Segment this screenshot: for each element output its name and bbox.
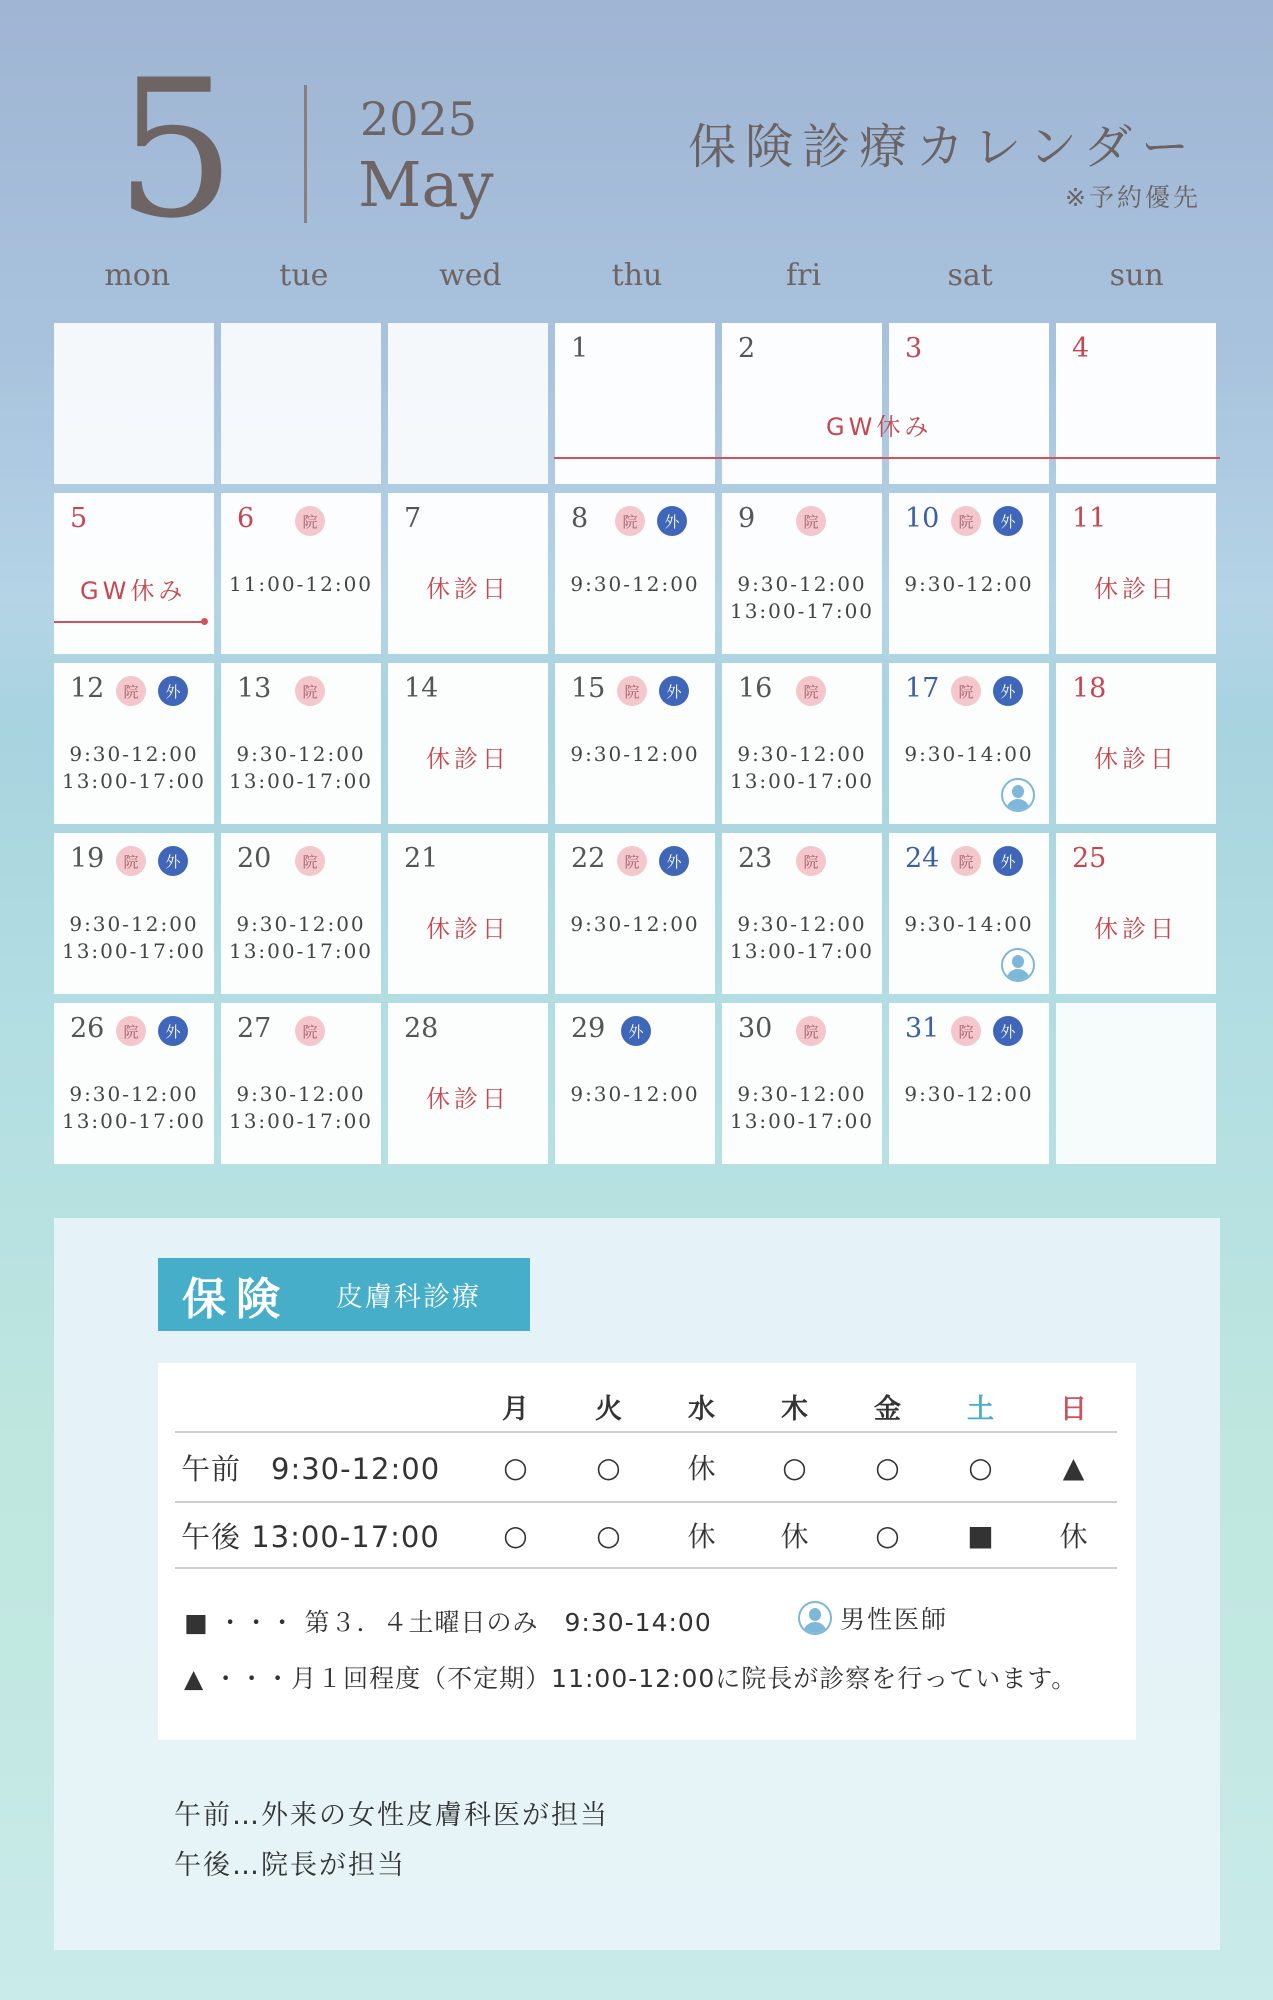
- table-cell: ○: [596, 1518, 621, 1552]
- day-number: 5: [70, 503, 88, 534]
- director-badge: 院: [295, 676, 325, 706]
- tag-main: 保険: [182, 1273, 290, 1325]
- hours-line: 13:00-17:00: [729, 1109, 875, 1133]
- director-badge: 院: [796, 846, 826, 876]
- clinic-hours: [221, 741, 381, 795]
- day-number: 24: [905, 843, 940, 874]
- director-badge: 院: [615, 506, 645, 536]
- calendar-cell-day-14: [388, 663, 548, 824]
- day-number: 29: [571, 1013, 606, 1044]
- hours-line: 9:30-12:00: [236, 742, 366, 766]
- weekday-wed: wed: [439, 258, 502, 293]
- hours-line: 9:30-12:00: [737, 1082, 867, 1106]
- clinic-hours: [221, 571, 381, 598]
- clinic-hours: [889, 741, 1049, 768]
- day-number: 25: [1072, 843, 1107, 874]
- calendar-cell-day-6: [221, 493, 381, 654]
- day-number: 19: [70, 843, 105, 874]
- day-number: 7: [404, 503, 422, 534]
- calendar-cell-day-7: [388, 493, 548, 654]
- hours-line: 13:00-17:00: [729, 599, 875, 623]
- clinic-hours: [54, 1081, 214, 1135]
- calendar-cell-day-18: [1056, 663, 1216, 824]
- hours-line: 13:00-17:00: [228, 1109, 374, 1133]
- closed-label: 休診日: [1094, 575, 1178, 603]
- clinic-hours: [555, 571, 715, 598]
- calendar-cell-day-23: [722, 833, 882, 994]
- legend-male-doctor: [798, 1600, 948, 1636]
- staff-badges: [295, 676, 325, 706]
- weekday-sat: sat: [947, 258, 993, 293]
- director-badge: 院: [796, 1016, 826, 1046]
- hours-line: 13:00-17:00: [61, 939, 207, 963]
- table-row: [175, 1503, 1117, 1569]
- clinic-hours: [722, 911, 882, 965]
- clinic-hours: [555, 911, 715, 938]
- table-cell: ○: [968, 1450, 993, 1484]
- hours-line: 11:00-12:00: [228, 572, 374, 596]
- row-label: 午前 9:30-12:00: [181, 1451, 441, 1486]
- calendar-cell-day-16: [722, 663, 882, 824]
- th-fri: 金: [874, 1393, 901, 1425]
- table-header-row: [175, 1381, 1117, 1433]
- th-mon: 月: [502, 1393, 529, 1425]
- calendar-cell-day-11: [1056, 493, 1216, 654]
- outpatient-badge: 外: [621, 1016, 651, 1046]
- closed-label: 休診日: [1094, 745, 1178, 773]
- table-cell: ○: [875, 1450, 900, 1484]
- director-badge: 院: [295, 1016, 325, 1046]
- director-badge: 院: [617, 846, 647, 876]
- table-cell: ○: [503, 1450, 528, 1484]
- insurance-tag: [158, 1258, 530, 1331]
- th-sat: 土: [967, 1393, 994, 1425]
- calendar-cell-day-15: [555, 663, 715, 824]
- staff-badges: [796, 506, 826, 536]
- hours-line: 9:30-12:00: [69, 742, 199, 766]
- staff-badges: [951, 676, 1023, 706]
- schedule-panel: [54, 1218, 1220, 1950]
- day-number: 22: [571, 843, 606, 874]
- hours-line: 9:30-12:00: [570, 572, 700, 596]
- day-number: 14: [404, 673, 439, 704]
- weekday-tue: tue: [279, 258, 329, 293]
- th-wed: 水: [688, 1393, 715, 1425]
- director-badge: 院: [116, 846, 146, 876]
- staff-badges: [951, 846, 1023, 876]
- day-number: 23: [738, 843, 773, 874]
- table-cell: 休: [687, 1520, 716, 1553]
- calendar-cell-empty: [1056, 1003, 1216, 1164]
- hours-line: 9:30-12:00: [904, 572, 1034, 596]
- staff-badges: [116, 1016, 188, 1046]
- day-number: 16: [738, 673, 773, 704]
- weekday-fri: fri: [786, 258, 822, 293]
- th-sun: 日: [1060, 1393, 1087, 1425]
- gw-holiday-label: GW休み: [826, 413, 933, 441]
- male-doctor-icon: [1001, 778, 1035, 812]
- legend-square: ■ ・・・ 第３．４土曜日のみ 9:30-14:00: [184, 1608, 712, 1637]
- director-badge: 院: [295, 506, 325, 536]
- calendar-cell-day-31: [889, 1003, 1049, 1164]
- day-number: 12: [70, 673, 105, 704]
- director-badge: 院: [796, 676, 826, 706]
- day-number: 31: [905, 1013, 940, 1044]
- hours-line: 9:30-12:00: [69, 1082, 199, 1106]
- day-number: 26: [70, 1013, 105, 1044]
- hours-line: 9:30-12:00: [570, 1082, 700, 1106]
- clinic-hours: [555, 741, 715, 768]
- reservation-note: ※予約優先: [1065, 183, 1201, 212]
- outpatient-badge: 外: [158, 846, 188, 876]
- day-number: 9: [738, 503, 756, 534]
- outpatient-badge: 外: [993, 676, 1023, 706]
- staff-badges: [116, 676, 188, 706]
- day-number: 28: [404, 1013, 439, 1044]
- outpatient-badge: 外: [657, 506, 687, 536]
- day-number: 30: [738, 1013, 773, 1044]
- tag-sub: 皮膚科診療: [336, 1282, 481, 1313]
- calendar-cell-day-24: [889, 833, 1049, 994]
- page-title: 保険診療カレンダー: [688, 119, 1198, 175]
- hours-line: 13:00-17:00: [228, 939, 374, 963]
- clinic-hours: [889, 571, 1049, 598]
- calendar-cell-day-26: [54, 1003, 214, 1164]
- calendar-cell-day-22: [555, 833, 715, 994]
- staff-badges: [295, 846, 325, 876]
- day-number: 13: [237, 673, 272, 704]
- calendar-cell-day-29: [555, 1003, 715, 1164]
- clinic-hours: [722, 1081, 882, 1135]
- outpatient-badge: 外: [993, 846, 1023, 876]
- weekday-thu: thu: [611, 258, 663, 293]
- hours-line: 13:00-17:00: [61, 1109, 207, 1133]
- table-cell: 休: [780, 1520, 809, 1553]
- table-cell: ○: [875, 1518, 900, 1552]
- calendar-cell-day-30: [722, 1003, 882, 1164]
- day-number: 6: [237, 503, 255, 534]
- male-doctor-icon: [1001, 948, 1035, 982]
- calendar-cell-empty: [388, 323, 548, 484]
- hours-line: 13:00-17:00: [729, 769, 875, 793]
- hours-line: 9:30-14:00: [904, 742, 1034, 766]
- footer-line-1: 午前…外来の女性皮膚科医が担当: [174, 1800, 609, 1831]
- day-number: 1: [571, 333, 589, 364]
- day-number: 18: [1072, 673, 1107, 704]
- staff-badges: [617, 846, 689, 876]
- hours-line: 9:30-14:00: [904, 912, 1034, 936]
- month-name: May: [358, 148, 494, 221]
- gw-holiday-line: [54, 621, 204, 623]
- staff-badges: [796, 846, 826, 876]
- footer-line-2: 午後…院長が担当: [174, 1850, 406, 1881]
- hours-line: 9:30-12:00: [737, 912, 867, 936]
- staff-badges: [615, 506, 687, 536]
- day-number: 2: [738, 333, 756, 364]
- calendar-cell-day-27: [221, 1003, 381, 1164]
- calendar-cell-day-12: [54, 663, 214, 824]
- staff-badges: [617, 676, 689, 706]
- calendar-cell-day-25: [1056, 833, 1216, 994]
- day-number: 27: [237, 1013, 272, 1044]
- calendar-cell-day-1: [555, 323, 715, 484]
- calendar-cell-day-8: [555, 493, 715, 654]
- outpatient-badge: 外: [158, 1016, 188, 1046]
- year: 2025: [360, 92, 478, 146]
- weekday-sun: sun: [1109, 258, 1164, 293]
- table-row: [175, 1433, 1117, 1503]
- staff-badges: [295, 1016, 325, 1046]
- schedule-table: [158, 1363, 1136, 1740]
- clinic-hours: [221, 1081, 381, 1135]
- staff-badges: [295, 506, 325, 536]
- clinic-hours: [221, 911, 381, 965]
- gw-holiday-label: GW休み: [80, 577, 187, 605]
- hours-line: 9:30-12:00: [236, 1082, 366, 1106]
- day-number: 3: [905, 333, 923, 364]
- calendar-cell-day-4: [1056, 323, 1216, 484]
- hours-line: 13:00-17:00: [729, 939, 875, 963]
- director-badge: 院: [116, 676, 146, 706]
- calendar-cell-day-13: [221, 663, 381, 824]
- hours-line: 9:30-12:00: [904, 1082, 1034, 1106]
- clinic-hours: [889, 1081, 1049, 1108]
- table-cell: 休: [687, 1452, 716, 1485]
- outpatient-badge: 外: [659, 846, 689, 876]
- director-badge: 院: [951, 506, 981, 536]
- hours-line: 9:30-12:00: [570, 742, 700, 766]
- gw-holiday-line: [554, 457, 1220, 459]
- weekday-mon: mon: [104, 258, 171, 293]
- th-thu: 木: [781, 1393, 808, 1425]
- closed-label: 休診日: [426, 575, 510, 603]
- calendar-cell-day-3: [889, 323, 1049, 484]
- table-cell: ○: [503, 1518, 528, 1552]
- day-number: 4: [1072, 333, 1090, 364]
- month-number: 5: [115, 39, 236, 260]
- th-tue: 火: [595, 1393, 622, 1425]
- director-badge: 院: [951, 676, 981, 706]
- day-number: 21: [404, 843, 439, 874]
- row-label: 午後 13:00-17:00: [181, 1519, 440, 1554]
- male-doctor-icon: [798, 1601, 832, 1635]
- staff-badges: [796, 1016, 826, 1046]
- legend-triangle: ▲ ・・・月１回程度（不定期）11:00-12:00に院長が診察を行っています。: [184, 1664, 1078, 1693]
- staff-badges: [951, 1016, 1023, 1046]
- day-number: 15: [571, 673, 606, 704]
- staff-badges: [796, 676, 826, 706]
- hours-line: 9:30-12:00: [737, 572, 867, 596]
- director-badge: 院: [951, 1016, 981, 1046]
- staff-badges: [951, 506, 1023, 536]
- table-cell: ○: [596, 1450, 621, 1484]
- calendar-cell-day-2: [722, 323, 882, 484]
- day-number: 10: [905, 503, 940, 534]
- day-number: 11: [1072, 503, 1107, 534]
- calendar-cell-day-19: [54, 833, 214, 994]
- calendar-cell-empty: [54, 323, 214, 484]
- hours-line: 9:30-12:00: [236, 912, 366, 936]
- table-cell: 休: [1059, 1520, 1088, 1553]
- outpatient-badge: 外: [158, 676, 188, 706]
- hours-line: 9:30-12:00: [570, 912, 700, 936]
- director-badge: 院: [796, 506, 826, 536]
- clinic-hours: [54, 911, 214, 965]
- calendar-cell-empty: [221, 323, 381, 484]
- director-badge: 院: [295, 846, 325, 876]
- staff-badges: [116, 846, 188, 876]
- day-number: 8: [571, 503, 589, 534]
- clinic-hours: [722, 571, 882, 625]
- day-number: 20: [237, 843, 272, 874]
- table-cell: ■: [967, 1518, 994, 1552]
- clinic-hours: [54, 741, 214, 795]
- table-cell: ▲: [1062, 1450, 1085, 1484]
- hours-line: 13:00-17:00: [228, 769, 374, 793]
- calendar-cell-day-20: [221, 833, 381, 994]
- outpatient-badge: 外: [993, 1016, 1023, 1046]
- calendar-cell-day-28: [388, 1003, 548, 1164]
- calendar-cell-day-17: [889, 663, 1049, 824]
- calendar-grid: [54, 323, 1220, 1164]
- day-number: 17: [905, 673, 940, 704]
- staff-badges: [621, 1016, 651, 1046]
- outpatient-badge: 外: [659, 676, 689, 706]
- hours-line: 9:30-12:00: [69, 912, 199, 936]
- hours-line: 13:00-17:00: [61, 769, 207, 793]
- clinic-hours: [722, 741, 882, 795]
- calendar-cell-day-10: [889, 493, 1049, 654]
- calendar-cell-day-9: [722, 493, 882, 654]
- calendar-cell-day-21: [388, 833, 548, 994]
- closed-label: 休診日: [1094, 915, 1178, 943]
- weekday-header: [54, 258, 1220, 293]
- clinic-hours: [889, 911, 1049, 938]
- hours-line: 9:30-12:00: [737, 742, 867, 766]
- gw-holiday-line-end: [201, 618, 208, 625]
- header-divider: [304, 85, 307, 223]
- table-cell: ○: [782, 1450, 807, 1484]
- closed-label: 休診日: [426, 1085, 510, 1113]
- outpatient-badge: 外: [993, 506, 1023, 536]
- director-badge: 院: [617, 676, 647, 706]
- legend-male-label: 男性医師: [840, 1605, 949, 1634]
- director-badge: 院: [951, 846, 981, 876]
- director-badge: 院: [116, 1016, 146, 1046]
- closed-label: 休診日: [426, 745, 510, 773]
- clinic-hours: [555, 1081, 715, 1108]
- closed-label: 休診日: [426, 915, 510, 943]
